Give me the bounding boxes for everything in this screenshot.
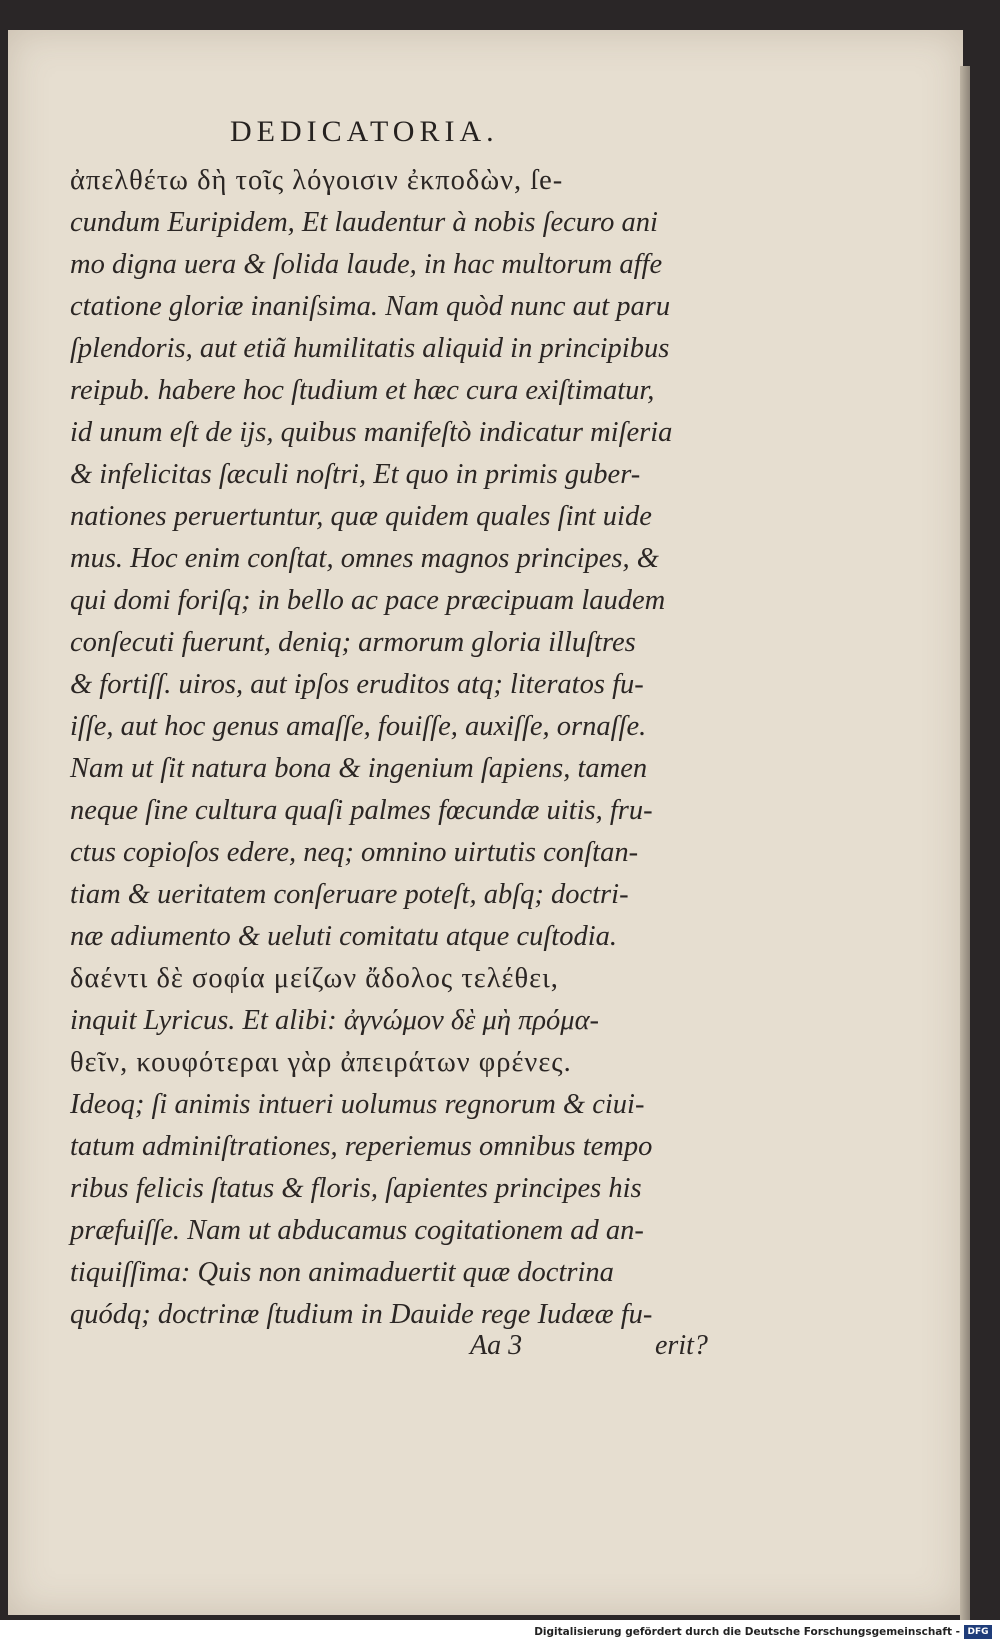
text-line: Nam ut ſit natura bona & ingenium ſapiens, tamen <box>70 753 648 784</box>
text-line: iſſe, aut hoc genus amaſſe, fouiſſe, auxiſſe, ornaſſe. <box>70 711 647 742</box>
text-line: næ adiumento & ueluti comitatu atque cuſtodia. <box>70 921 617 952</box>
text-line: tatum adminiſtrationes, reperiemus omnibus tempo <box>70 1131 653 1162</box>
text-line: δαέντι δὲ σοφία μείζων ἄδολος τελέθει, <box>70 963 559 994</box>
funding-bar <box>0 1620 1000 1645</box>
text-line: cundum Euripidem, Et laudentur à nobis ſecuro ani <box>70 207 658 238</box>
text-line: qui domi foriſq; in bello ac pace præcipuam laudem <box>70 585 666 616</box>
text-line: mo digna uera & ſolida laude, in hac multorum affe <box>70 249 663 280</box>
body-text <box>70 160 720 1336</box>
text-line: θεῖν, κουφότεραι γὰρ ἀπειράτων φρένες. <box>70 1047 572 1078</box>
page-edge <box>960 66 970 1636</box>
running-head: DEDICATORIA. <box>230 115 499 148</box>
text-line: ſplendoris, aut etiã humilitatis aliquid in principibus <box>70 333 670 364</box>
text-line: ribus felicis ſtatus & floris, ſapientes principes his <box>70 1173 642 1204</box>
text-line: & infelicitas ſæculi noſtri, Et quo in primis guber- <box>70 459 641 490</box>
funding-text: Digitalisierung gefördert durch die Deutsche Forschungsgemeinschaft - <box>534 1626 960 1638</box>
text-line: quódq; doctrinæ ſtudium in Dauide rege Iudææ fu- <box>70 1299 653 1330</box>
text-line: ctus copioſos edere, neq; omnino uirtutis conſtan- <box>70 837 639 868</box>
text-line: neque ſine cultura quaſi palmes fœcundæ uitis, fru- <box>70 795 653 826</box>
text-line: nationes peruertuntur, quæ quidem quales ſint uide <box>70 501 652 532</box>
text-line: mus. Hoc enim conſtat, omnes magnos principes, & <box>70 543 659 574</box>
text-line: conſecuti fuerunt, deniq; armorum gloria illuſtres <box>70 627 636 658</box>
text-line: tiam & ueritatem conſeruare poteſt, abſq; doctri- <box>70 879 629 910</box>
text-line: præfuiſſe. Nam ut abducamus cogitationem ad an- <box>70 1215 644 1246</box>
catchword: erit? <box>655 1330 708 1361</box>
text-line: reipub. habere hoc ſtudium et hæc cura exiſtimatur, <box>70 375 655 406</box>
text-line: & fortiſſ. uiros, aut ipſos eruditos atq; literatos fu- <box>70 669 644 700</box>
text-line: id unum eſt de ijs, quibus manifeſtò indicatur miſeria <box>70 417 673 448</box>
text-line: ctatione gloriæ inaniſsima. Nam quòd nunc aut paru <box>70 291 671 322</box>
text-line: ἀπελθέτω δὴ τοῖς λόγοισιν ἐκποδὼν, ſe- <box>70 165 564 196</box>
text-line: Ideoq; ſi animis intueri uolumus regnorum & ciui- <box>70 1089 645 1120</box>
text-line: inquit Lyricus. Et alibi: ἀγνώμον δὲ μὴ πρόμα- <box>70 1005 600 1036</box>
signature-mark: Aa 3 <box>470 1330 523 1361</box>
text-line: tiquiſſima: Quis non animaduertit quæ doctrina <box>70 1257 614 1288</box>
dfg-logo: DFG <box>964 1625 992 1639</box>
